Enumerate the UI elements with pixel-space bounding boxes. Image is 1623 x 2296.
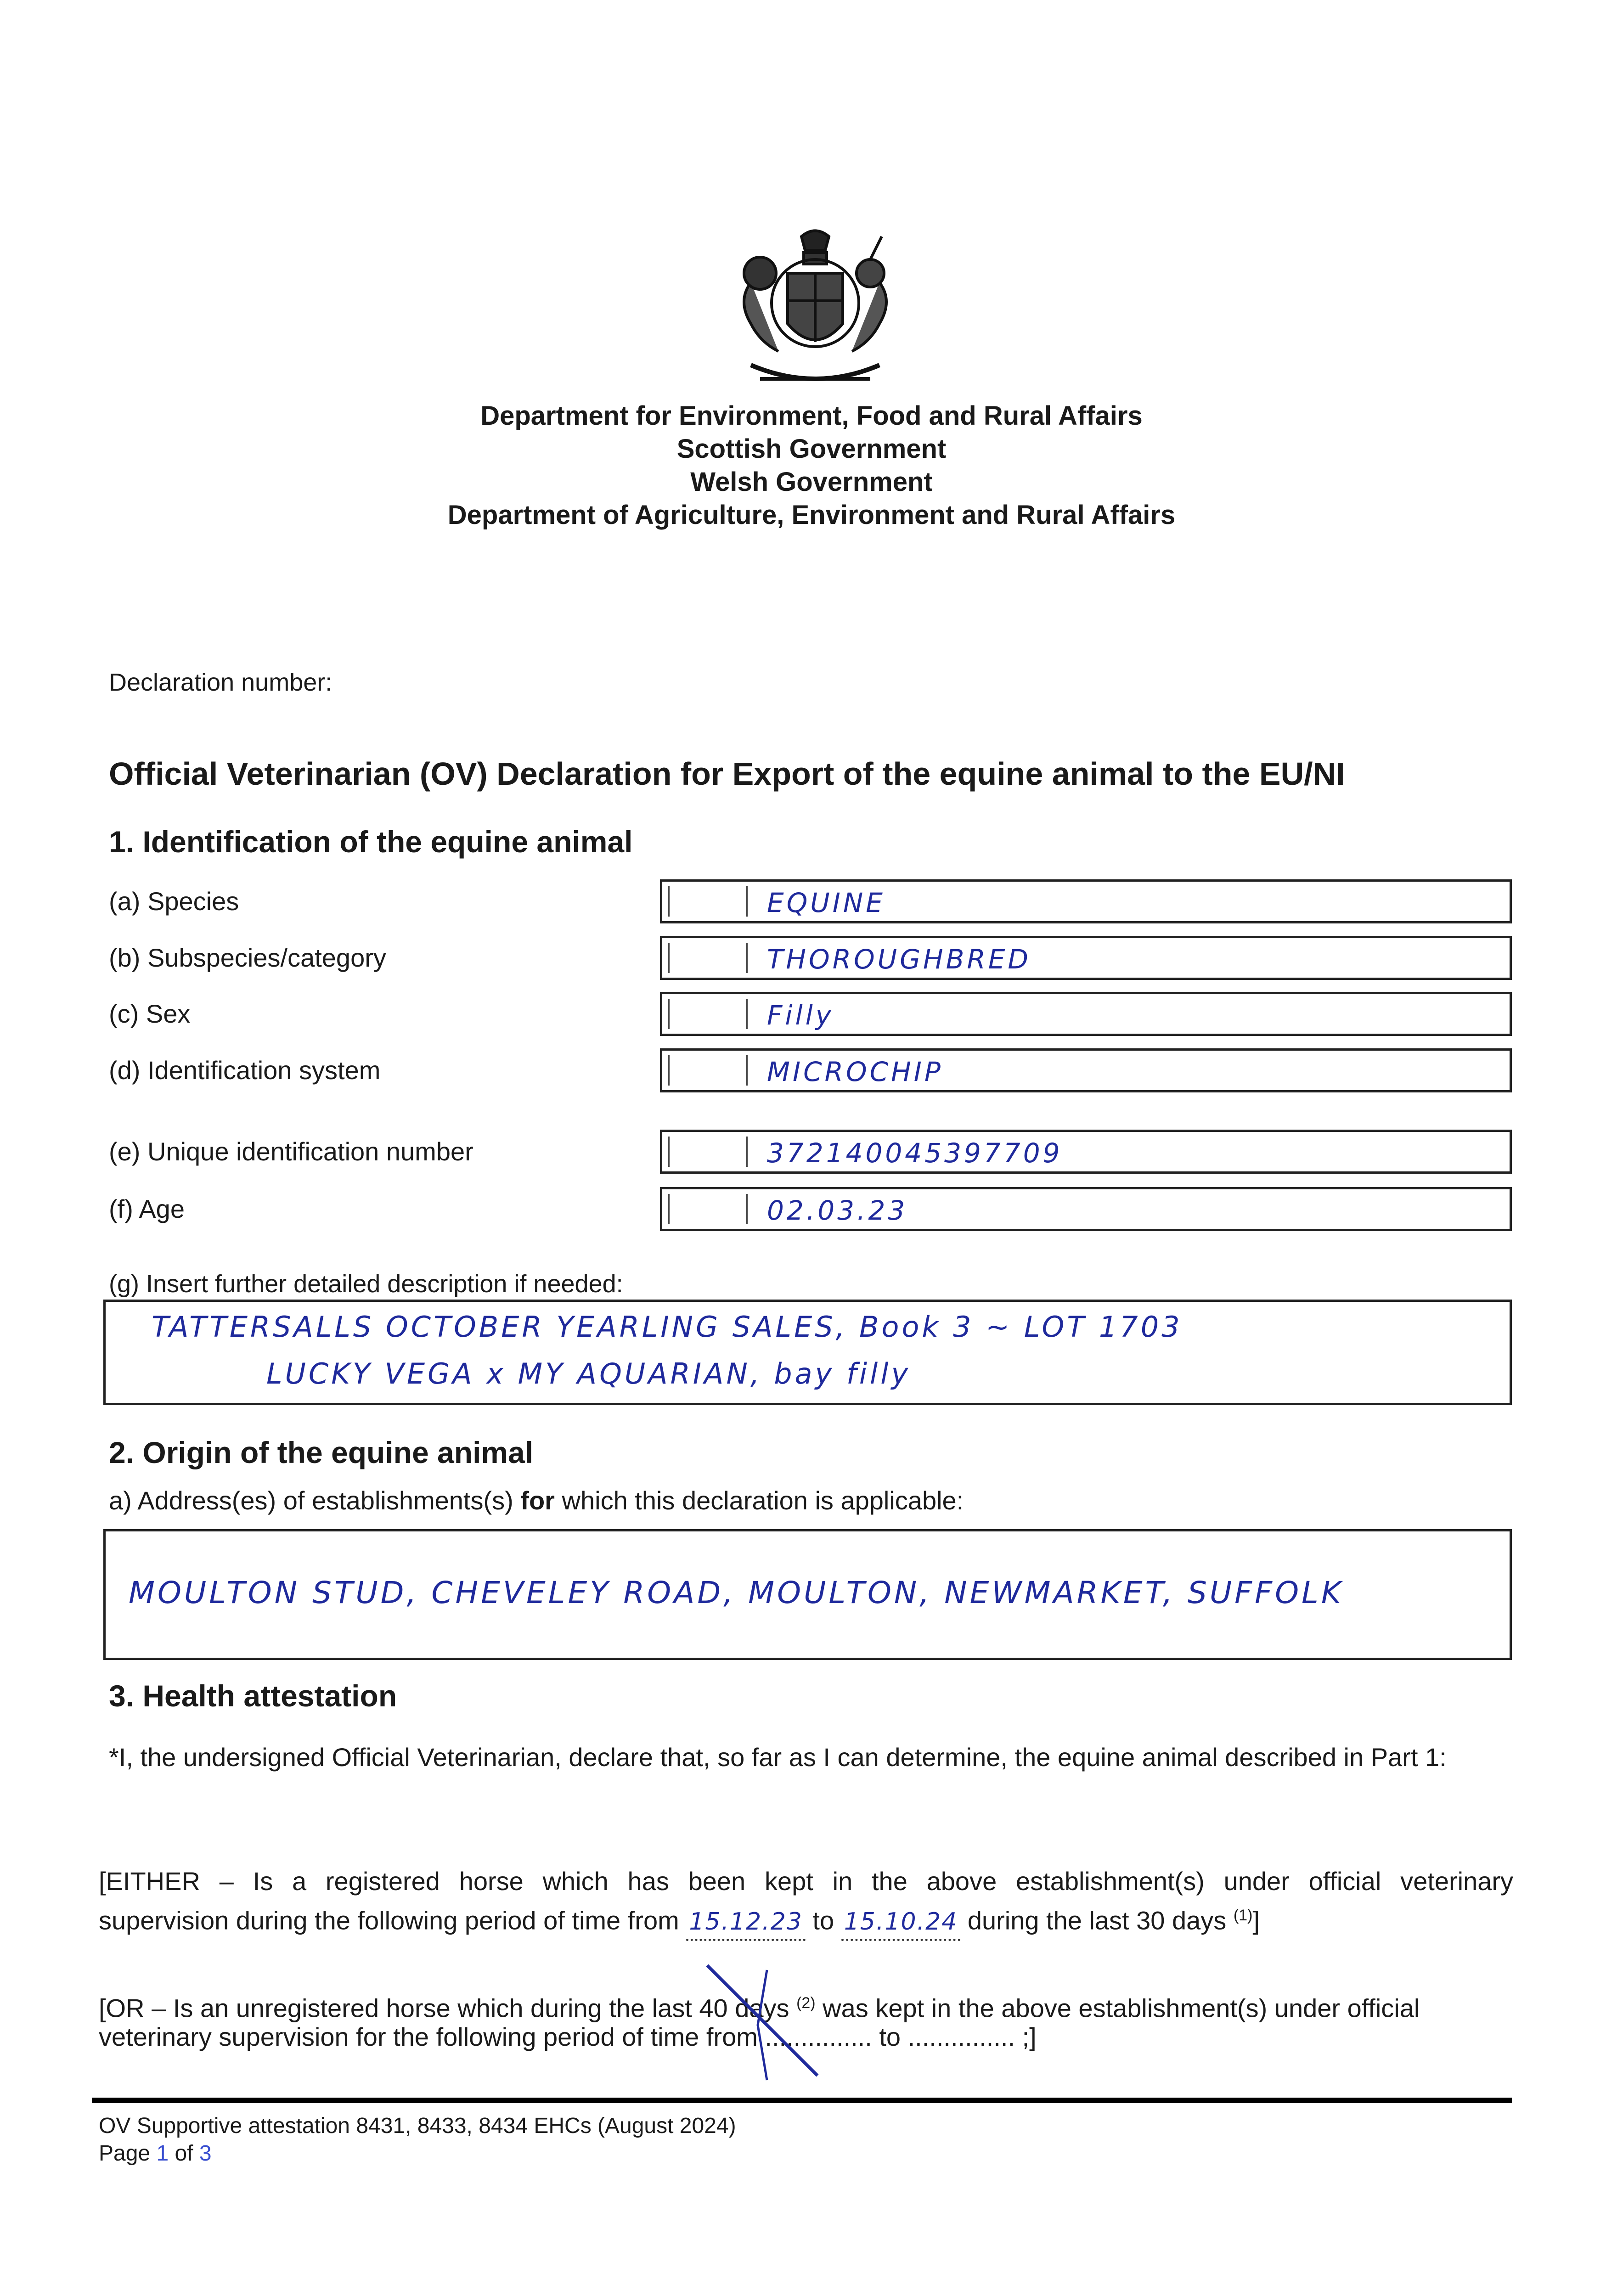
address-value: MOULTON STUD, CHEVELEY ROAD, MOULTON, NEWMARKET, SUFFOLK — [129, 1575, 1344, 1610]
footer-attestation-reference: OV Supportive attestation 8431, 8433, 8434 EHCs (August 2024) — [99, 2114, 736, 2138]
age-value: 02.03.23 — [767, 1195, 908, 1226]
either-to-date[interactable]: 15.10.24 — [841, 1905, 961, 1941]
strike-through-mark — [698, 1961, 827, 2085]
species-field[interactable] — [660, 879, 1512, 923]
description-field[interactable] — [103, 1300, 1512, 1405]
department-name-scottish-government: Scottish Government — [676, 434, 947, 464]
subspecies-field[interactable] — [660, 936, 1512, 980]
species-label: (a) Species — [109, 887, 239, 916]
unique-id-label: (e) Unique identification number — [109, 1137, 473, 1166]
subspecies-label: (b) Subspecies/category — [109, 943, 386, 972]
identification-system-label: (d) Identification system — [109, 1056, 381, 1085]
description-line-1: TATTERSALLS OCTOBER YEARLING SALES, Book 3 ~ LOT 1703 — [152, 1310, 1183, 1344]
department-name-welsh-government: Welsh Government — [690, 467, 933, 497]
department-name-daera: Department of Agriculture, Environment and Rural Affairs — [447, 500, 1176, 530]
subspecies-value: THOROUGHBRED — [767, 944, 1031, 975]
or-clause-line-1: [OR – Is an unregistered horse which during the last 40 days $^{(2)}$ was kept in the above establishment(s) under official — [99, 1993, 1420, 2023]
address-label: a) Address(es) of establishments(s) for which this declaration is applicable: — [109, 1486, 964, 1515]
age-field[interactable] — [660, 1187, 1512, 1231]
declaration-number-label: Declaration number: — [109, 669, 332, 696]
attestation-intro: *I, the undersigned Official Veterinarian, declare that, so far as I can determine, the equine animal described in Part 1: — [109, 1743, 1447, 1772]
sex-label: (c) Sex — [109, 999, 191, 1028]
unique-id-field[interactable] — [660, 1130, 1512, 1174]
or-clause-line-2: veterinary supervision for the following period of time from ............... to ............... ;] — [99, 2022, 1037, 2051]
section-2-heading: 2. Origin of the equine animal — [109, 1435, 534, 1469]
page-title: Official Veterinarian (OV) Declaration for Export of the equine animal to the EU/NI — [109, 756, 1345, 792]
sex-value: Filly — [767, 1000, 834, 1031]
either-from-date[interactable]: 15.12.23 — [686, 1905, 806, 1941]
sex-field[interactable] — [660, 992, 1512, 1036]
either-clause-line-1: [EITHER – Is a registered horse which has been kept in the above establishment(s) under official veterinary — [99, 1867, 1513, 1896]
section-3-heading: 3. Health attestation — [109, 1679, 397, 1713]
address-field[interactable] — [103, 1529, 1512, 1660]
identification-system-field[interactable] — [660, 1048, 1512, 1092]
either-clause-line-2: supervision during the following period of time from 15.12.23 to 15.10.24 during the last 30 days $^{(1)}$] — [99, 1898, 1260, 1941]
species-value: EQUINE — [767, 887, 885, 918]
age-label: (f) Age — [109, 1194, 185, 1223]
department-name-defra: Department for Environment, Food and Rural Affairs — [480, 401, 1143, 431]
description-line-2: LUCKY VEGA x MY AQUARIAN, bay filly — [266, 1357, 911, 1390]
identification-system-value: MICROCHIP — [767, 1056, 943, 1087]
unique-id-value: 372140045397709 — [767, 1137, 1063, 1169]
footer-divider — [92, 2098, 1512, 2103]
footer-page-number: Page 1 of 3 — [99, 2141, 212, 2166]
section-1-heading: 1. Identification of the equine animal — [109, 825, 633, 859]
royal-coat-of-arms-icon — [723, 227, 907, 397]
description-label: (g) Insert further detailed description if needed: — [109, 1270, 623, 1298]
